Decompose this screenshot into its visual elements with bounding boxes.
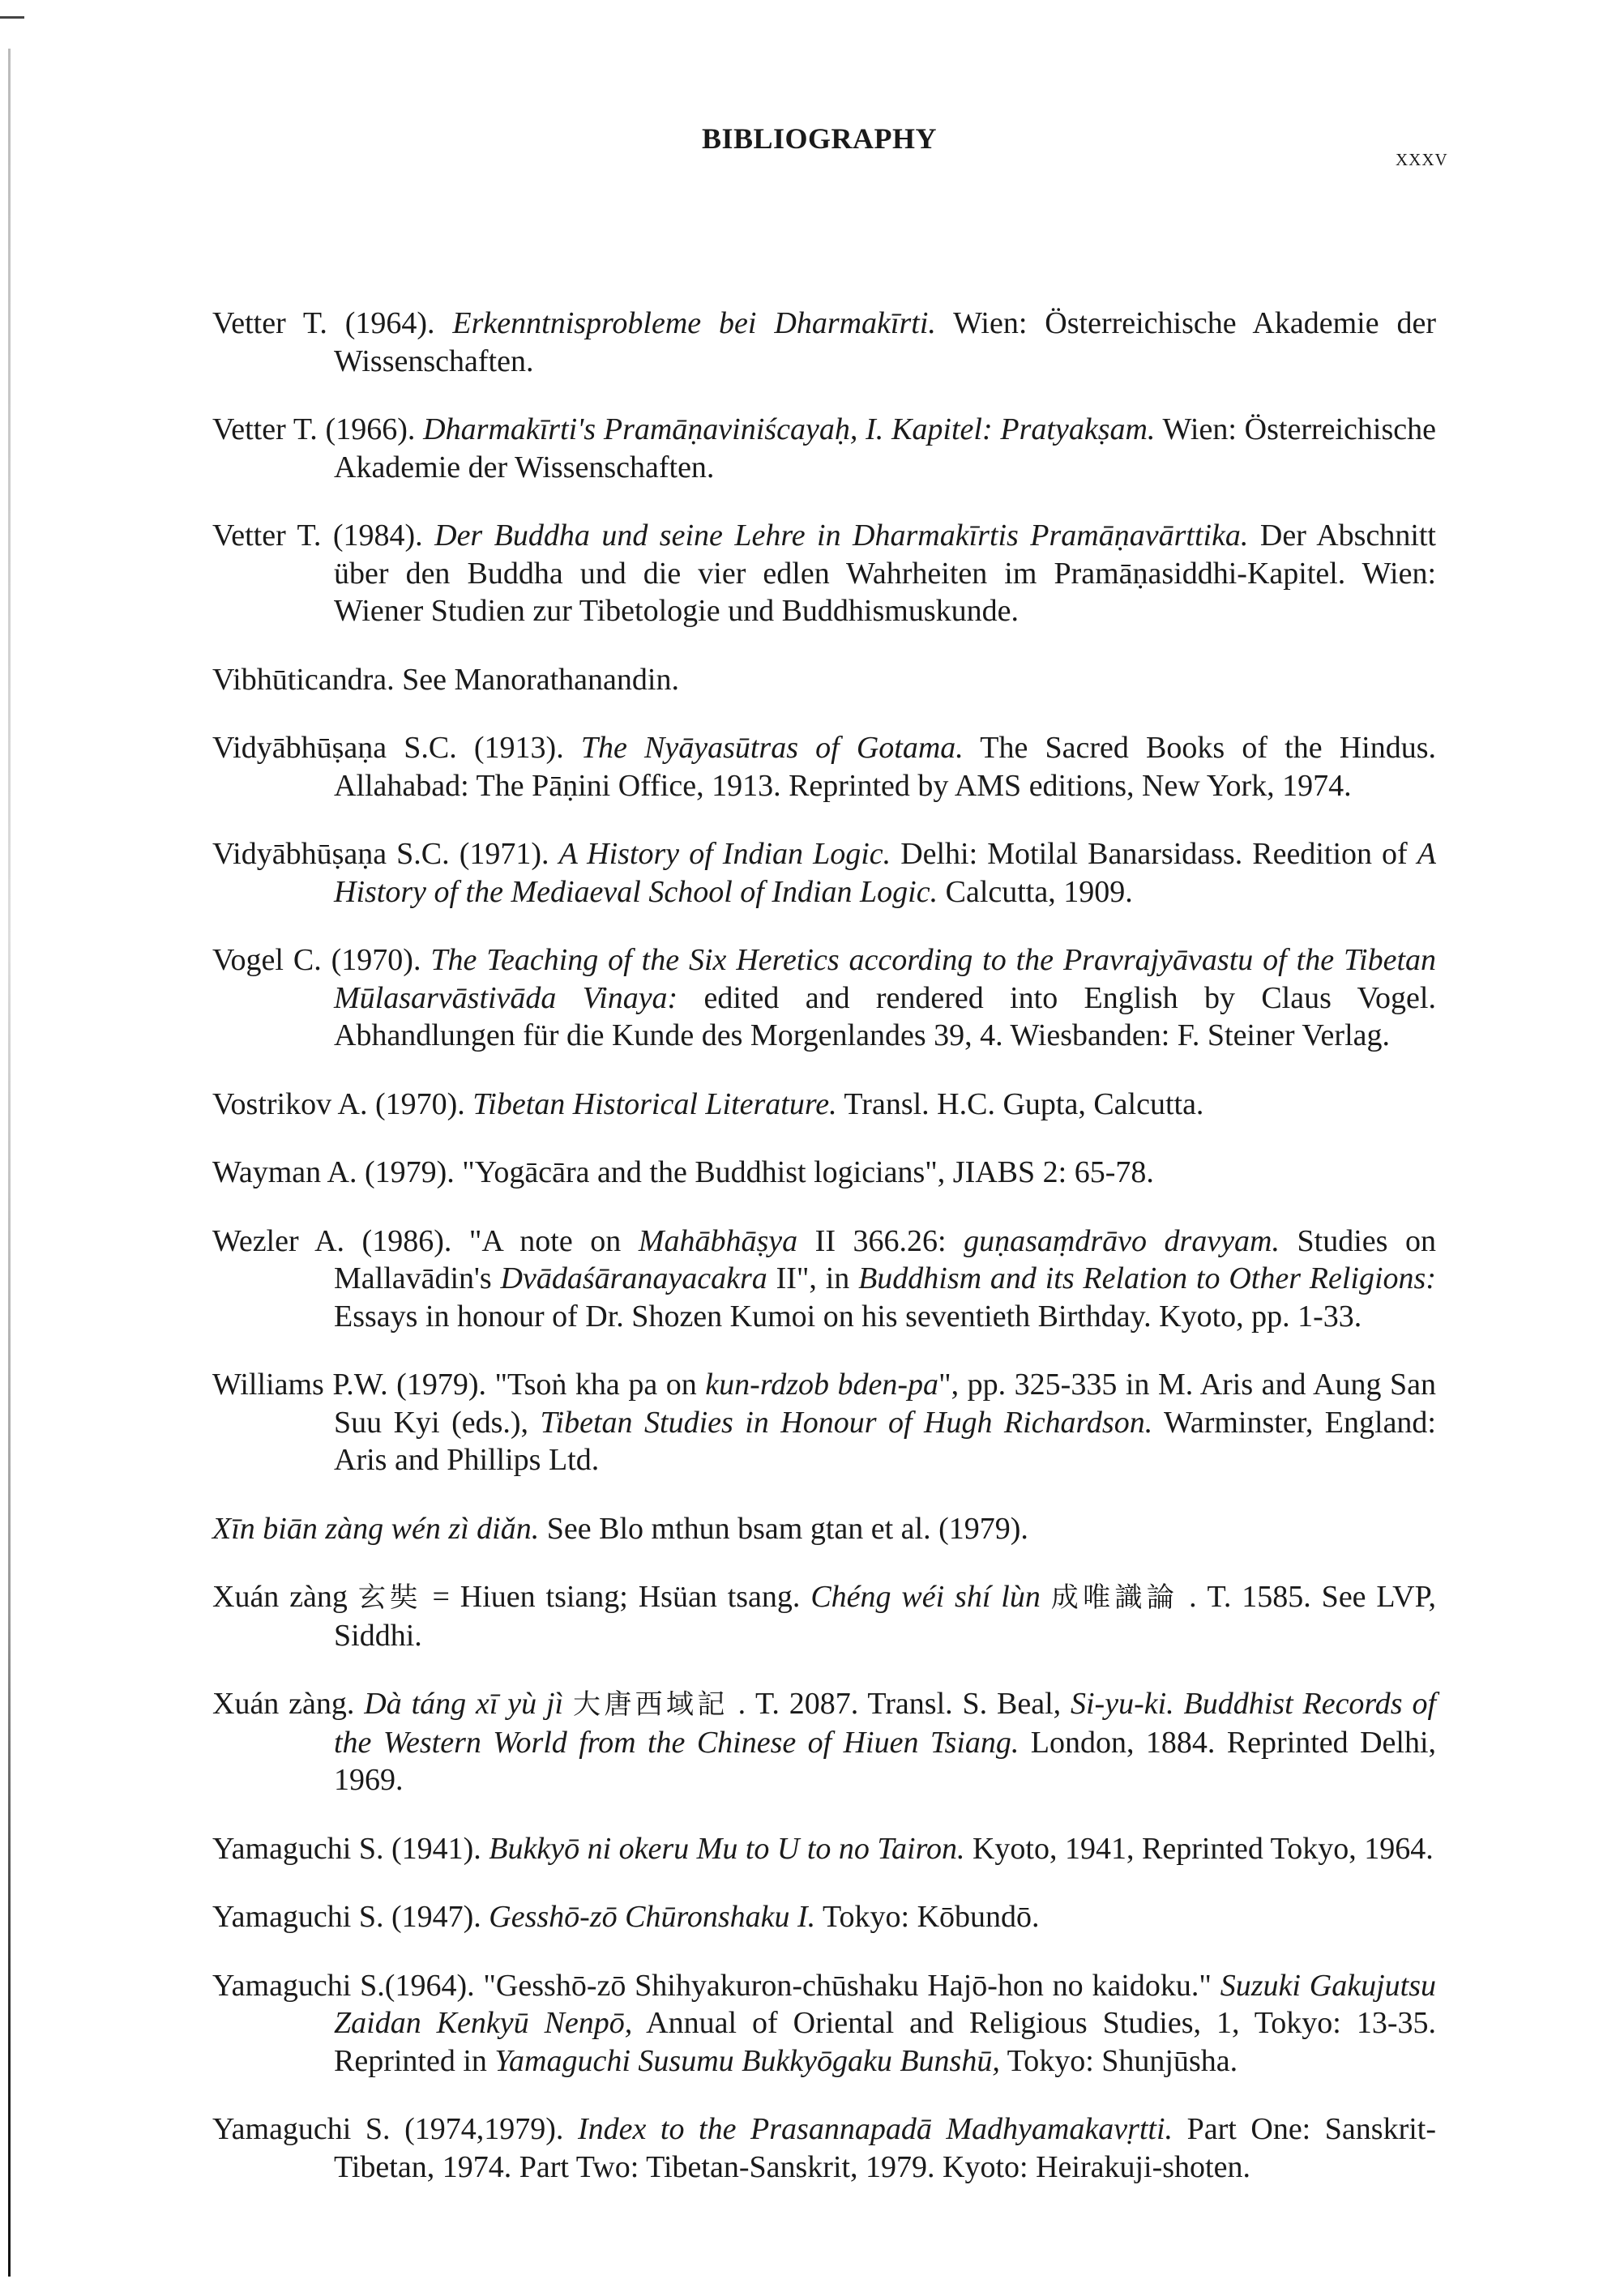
cjk-characters: 玄奘 (357, 1581, 422, 1614)
bib-entry: Vidyābhūṣaṇa S.C. (1913). The Nyāyasūtras of Gotama. The Sacred Books of the Hindus. Allahabad: The Pāṇini Office, 1913. Reprinted by AMS editions, New York, 1974. (212, 731, 1436, 803)
page-number: xxxv (1396, 144, 1448, 171)
bib-entry: Wayman A. (1979). "Yogācāra and the Buddhist logicians", JIABS 2: 65-78. (212, 1155, 1154, 1189)
bib-entry: Yamaguchi S.(1964). "Gesshō-zō Shihyakuron-chūshaku Hajō-hon no kaidoku." Suzuki Gakujutsu Zaidan Kenkyū Nenpō, Annual of Oriental and Religious Studies, 1, Tokyo: 13-35. Reprinted in Yamaguchi Susumu Bukkyōgaku Bunshū, Tokyo: Shunjūsha. (212, 1968, 1436, 2078)
running-head: BIBLIOGRAPHY (702, 122, 938, 155)
margin-mark (0, 16, 24, 27)
bib-entry: Vibhūticandra. See Manorathanandin. (212, 662, 679, 697)
bib-entry: Xuán zàng 玄奘 = Hiuen tsiang; Hsüan tsang. Chéng wéi shí lùn 成唯識論 . T. 1585. See LVP, Siddhi. (212, 1580, 1437, 1653)
bib-entry: Xīn biān zàng wén zì diǎn. See Blo mthun bsam gtan et al. (1979). (212, 1511, 1028, 1546)
bib-entry: Vetter T. (1966). Dharmakīrti's Pramāṇaviniścayaḥ, I. Kapitel: Pratyakṣam. Wien: Österreichische Akademie der Wissenschaften. (212, 412, 1437, 484)
bib-entry: Williams P.W. (1979). "Tsoṅ kha pa on kun-rdzob bden-pa", pp. 325-335 in M. Aris and Aung San Suu Kyi (eds.), Tibetan Studies in Honour of Hugh Richardson. Warminster, England: Aris and Phillips Ltd. (212, 1368, 1436, 1477)
bib-entry: Wezler A. (1986). "A note on Mahābhāṣya II 366.26: guṇasaṃdrāvo dravyam. Studies on Mallavādin's Dvādaśāranayacakra II", in Buddhism and its Relation to Other Religions: Essays in honour of Dr. Shozen Kumoi on his seventieth Birthday. Kyoto, pp. 1-33. (212, 1223, 1436, 1334)
bib-entry: Xuán zàng. Dà táng xī yù jì 大唐西域記 . T. 2087. Transl. S. Beal, Si-yu-ki. Buddhist Records of the Western World from the Chinese of Hiuen Tsiang. London, 1884. Reprinted Delhi, 1969. (212, 1687, 1437, 1797)
bib-entry: Vetter T. (1984). Der Buddha und seine Lehre in Dharmakīrtis Pramāṇavārttika. Der Abschnitt über den Buddha und die vier edlen Wahrheiten im Pramāṇasiddhi-Kapitel. Wien: Wiener Studien zur Tibetologie und Buddhismuskunde. (212, 519, 1436, 628)
bib-entry: Yamaguchi S. (1941). Bukkyō ni okeru Mu to U to no Tairon. Kyoto, 1941, Reprinted Tokyo, 1964. (212, 1831, 1434, 1866)
bib-entry: Vetter T. (1964). Erkenntnisprobleme bei Dharmakīrti. Wien: Österreichische Akademie der Wissenschaften. (212, 306, 1436, 378)
cjk-characters: 大唐西域記 (572, 1688, 729, 1721)
bib-entry: Yamaguchi S. (1947). Gesshō-zō Chūronshaku I. Tokyo: Kōbundō. (212, 1900, 1040, 1934)
scan-margin-line (8, 49, 11, 2277)
bib-entry: Vogel C. (1970). The Teaching of the Six Heretics according to the Pravrajyāvastu of the Tibetan Mūlasarvāstivāda Vinaya: edited and rendered into English by Claus Vogel. Abhandlungen für die Kunde des Morgenlandes 39, 4. Wiesbanden: F. Steiner Verlag. (212, 943, 1437, 1052)
cjk-characters: 成唯識論 (1050, 1581, 1179, 1614)
bibliography-list (212, 274, 1436, 2189)
bib-entry: Yamaguchi S. (1974,1979). Index to the Prasannapadā Madhyamakavṛtti. Part One: Sanskrit-Tibetan, 1974. Part Two: Tibetan-Sanskrit, 1979. Kyoto: Heirakuji-shoten. (212, 2112, 1437, 2184)
bib-entry: Vostrikov A. (1970). Tibetan Historical Literature. Transl. H.C. Gupta, Calcutta. (212, 1086, 1204, 1121)
bib-entry: Vidyābhūṣaṇa S.C. (1971). A History of Indian Logic. Delhi: Motilal Banarsidass. Reedition of A History of the Mediaeval School of Indian Logic. Calcutta, 1909. (212, 837, 1436, 909)
